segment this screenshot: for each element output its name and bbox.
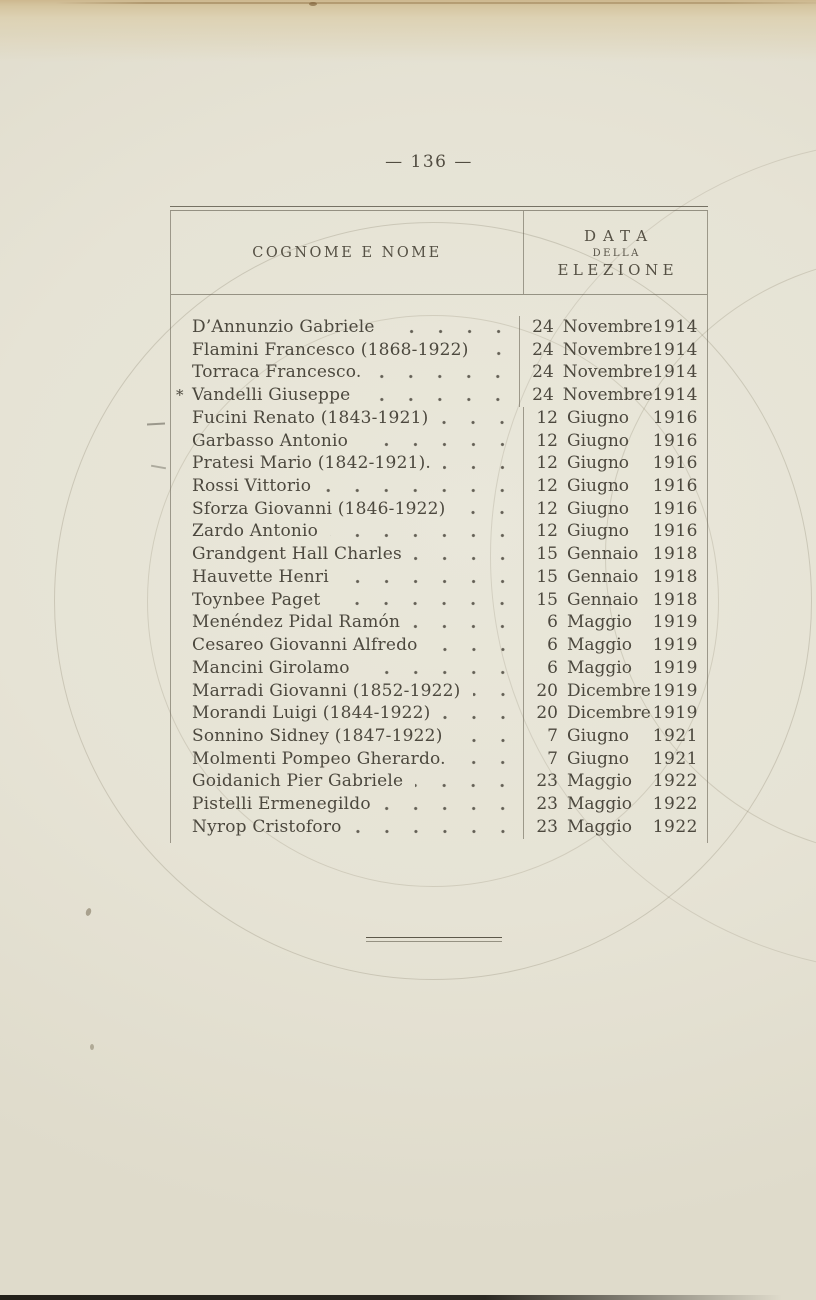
person-name: Nyrop Cristoforo xyxy=(192,816,342,837)
election-month: Maggio xyxy=(567,635,632,656)
paper-speck xyxy=(90,1044,94,1050)
elections-table xyxy=(170,206,708,843)
election-year: 1914 xyxy=(652,317,698,337)
election-year: 1922 xyxy=(652,771,698,792)
person-name: Fucini Renato (1843-1921) xyxy=(192,407,429,428)
table-row xyxy=(171,543,707,566)
dot-leader xyxy=(457,498,519,521)
person-name: D’Annunzio Gabriele xyxy=(192,317,375,337)
table-row xyxy=(171,748,707,771)
election-year: 1916 xyxy=(652,521,698,542)
table-row xyxy=(171,589,707,612)
table-row xyxy=(171,816,707,839)
dot-leader xyxy=(430,634,519,657)
election-month: Gennaio xyxy=(567,566,639,587)
person-name: Vandelli Giuseppe xyxy=(192,385,351,406)
election-month: Novembre xyxy=(562,385,653,406)
dot-leader xyxy=(387,316,515,339)
person-name: Zardo Antonio xyxy=(192,521,319,542)
election-month: Gennaio xyxy=(567,589,639,610)
election-day: 6 xyxy=(547,635,558,656)
election-year: 1919 xyxy=(652,680,698,701)
election-month: Giugno xyxy=(567,476,630,497)
person-name: Grandgent Hall Charles xyxy=(192,544,402,565)
dot-leader xyxy=(414,543,519,566)
table-row xyxy=(171,770,707,793)
election-year: 1916 xyxy=(652,498,698,519)
person-name: Pistelli Ermenegildo xyxy=(192,794,371,815)
dot-leader xyxy=(415,770,519,793)
table-row xyxy=(171,657,707,680)
election-day: 12 xyxy=(536,407,558,428)
dot-leader xyxy=(341,566,519,589)
header-date-line1: DATA xyxy=(583,226,655,245)
dot-leader xyxy=(412,611,519,634)
table-row xyxy=(171,430,707,453)
person-name: Cesareo Giovanni Alfredo xyxy=(192,635,418,656)
dot-leader xyxy=(323,475,519,498)
table-row xyxy=(171,339,707,362)
election-year: 1919 xyxy=(652,703,698,724)
person-name: Goidanich Pier Gabriele xyxy=(192,771,404,792)
election-month: Maggio xyxy=(567,794,632,815)
election-day: 24 xyxy=(532,362,554,383)
dot-leader xyxy=(373,361,514,384)
election-day: 24 xyxy=(532,385,554,406)
footnote-marker: * xyxy=(176,386,184,405)
election-day: 20 xyxy=(536,703,558,724)
election-month: Novembre xyxy=(562,339,653,360)
election-month: Dicembre xyxy=(567,703,651,724)
column-header-name: COGNOME E NOME xyxy=(252,244,442,261)
page-top-edge xyxy=(55,2,816,4)
dot-leader xyxy=(360,430,519,453)
table-row xyxy=(171,680,707,703)
person-name: Morandi Luigi (1844-1922) xyxy=(192,703,431,724)
election-day: 12 xyxy=(536,476,558,497)
election-month: Maggio xyxy=(567,771,632,792)
election-month: Giugno xyxy=(567,453,630,474)
election-month: Maggio xyxy=(567,816,632,837)
election-year: 1918 xyxy=(652,544,698,565)
election-year: 1914 xyxy=(652,362,698,383)
dot-leader xyxy=(383,793,519,816)
table-row xyxy=(171,316,707,339)
dot-leader xyxy=(330,520,519,543)
dot-leader xyxy=(473,680,519,703)
election-month: Giugno xyxy=(567,498,630,519)
election-year: 1916 xyxy=(652,453,698,474)
election-month: Giugno xyxy=(567,430,630,451)
table-row xyxy=(171,452,707,475)
election-year: 1919 xyxy=(652,657,698,678)
election-month: Giugno xyxy=(567,748,630,769)
dot-leader xyxy=(443,702,519,725)
person-name: Torraca Francesco. xyxy=(192,362,362,383)
election-day: 15 xyxy=(536,589,558,610)
dot-leader xyxy=(455,725,519,748)
dot-leader xyxy=(440,407,519,430)
election-day: 24 xyxy=(532,339,554,360)
election-year: 1922 xyxy=(652,794,698,815)
election-year: 1916 xyxy=(652,476,698,497)
table-row xyxy=(171,475,707,498)
election-year: 1916 xyxy=(652,407,698,428)
table-row xyxy=(171,793,707,816)
election-day: 12 xyxy=(536,430,558,451)
election-month: Dicembre xyxy=(567,680,651,701)
election-day: 7 xyxy=(547,748,558,769)
header-date-line2: DELLA xyxy=(592,247,641,259)
section-end-rule xyxy=(366,937,502,942)
dot-leader xyxy=(481,339,515,362)
election-month: Novembre xyxy=(562,317,653,337)
person-name: Marradi Giovanni (1852-1922) xyxy=(192,680,461,701)
page-number: — 136 — xyxy=(385,152,473,172)
election-year: 1921 xyxy=(652,725,698,746)
election-day: 15 xyxy=(536,544,558,565)
person-name: Garbasso Antonio xyxy=(192,430,349,451)
page-bottom-edge xyxy=(0,1295,782,1300)
header-date-line3: ELEZIONE xyxy=(557,260,679,279)
election-day: 12 xyxy=(536,498,558,519)
paper-speck xyxy=(85,907,92,916)
election-month: Giugno xyxy=(567,725,630,746)
table-body-frame xyxy=(170,211,708,843)
election-day: 24 xyxy=(532,317,554,337)
election-day: 6 xyxy=(547,612,558,633)
election-year: 1914 xyxy=(652,385,698,406)
election-year: 1918 xyxy=(652,566,698,587)
election-month: Maggio xyxy=(567,657,632,678)
election-year: 1914 xyxy=(652,339,698,360)
dot-leader xyxy=(332,589,519,612)
person-name: Rossi Vittorio xyxy=(192,476,312,497)
table-row xyxy=(171,407,707,430)
person-name: Sforza Giovanni (1846-1922) xyxy=(192,498,446,519)
dot-leader xyxy=(362,657,519,680)
election-year: 1919 xyxy=(652,612,698,633)
paper-speck xyxy=(309,2,317,6)
table-row xyxy=(171,498,707,521)
election-day: 7 xyxy=(547,725,558,746)
person-name: Molmenti Pompeo Gherardo. xyxy=(192,748,446,769)
election-month: Maggio xyxy=(567,612,632,633)
dot-leader xyxy=(354,816,519,839)
column-header-date xyxy=(523,211,707,294)
election-day: 23 xyxy=(536,794,558,815)
election-year: 1919 xyxy=(652,635,698,656)
dot-leader xyxy=(458,748,519,771)
table-row xyxy=(171,725,707,748)
election-year: 1918 xyxy=(652,589,698,610)
table-row xyxy=(171,361,707,384)
person-name: Mancini Girolamo xyxy=(192,657,350,678)
table-row xyxy=(171,384,707,407)
table-row xyxy=(171,634,707,657)
table-row xyxy=(171,566,707,589)
person-name: Sonnino Sidney (1847-1922) xyxy=(192,725,443,746)
person-name: Hauvette Henri xyxy=(192,566,329,587)
table-rows xyxy=(171,295,707,843)
election-day: 6 xyxy=(547,657,558,678)
table-row xyxy=(171,611,707,634)
election-day: 12 xyxy=(536,521,558,542)
election-month: Novembre xyxy=(562,362,653,383)
election-year: 1916 xyxy=(652,430,698,451)
person-name: Menéndez Pidal Ramón xyxy=(192,612,401,633)
election-month: Giugno xyxy=(567,521,630,542)
election-month: Gennaio xyxy=(567,544,639,565)
election-day: 20 xyxy=(536,680,558,701)
person-name: Pratesi Mario (1842-1921). xyxy=(192,453,432,474)
person-name: Toynbee Paget xyxy=(192,589,321,610)
election-year: 1922 xyxy=(652,816,698,837)
election-day: 23 xyxy=(536,771,558,792)
table-header xyxy=(171,211,707,295)
table-row xyxy=(171,520,707,543)
election-year: 1921 xyxy=(652,748,698,769)
person-name: Flamini Francesco (1868-1922) xyxy=(192,339,469,360)
dot-leader xyxy=(362,384,514,407)
election-day: 23 xyxy=(536,816,558,837)
election-month: Giugno xyxy=(567,407,630,428)
election-day: 15 xyxy=(536,566,558,587)
table-row xyxy=(171,702,707,725)
election-day: 12 xyxy=(536,453,558,474)
dot-leader xyxy=(443,452,519,475)
